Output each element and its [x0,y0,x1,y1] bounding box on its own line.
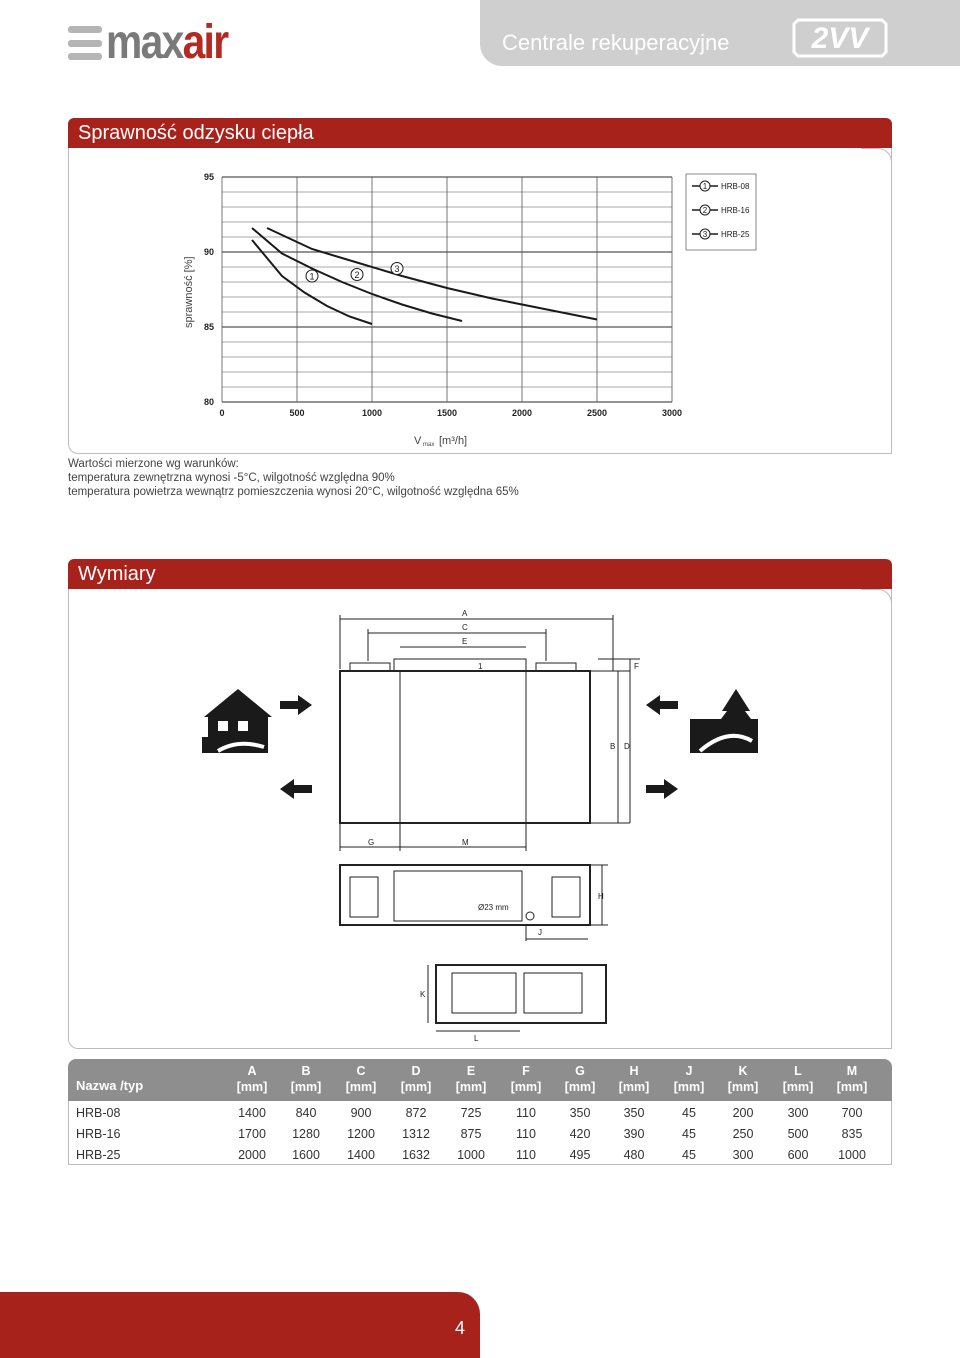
x-label-v: V [414,435,422,447]
dim-label-m: M [462,838,469,847]
logo-air-text: air [182,16,228,69]
table-column-header [336,1063,386,1095]
table-cell: 2000 [238,1148,266,1162]
house-icon [202,689,272,753]
table-column-header [773,1063,823,1095]
table-column-header [555,1063,605,1095]
table-cell: 872 [405,1106,427,1120]
maxair-logo [68,18,249,68]
table-cell: 350 [623,1106,645,1120]
legend-entry: HRB-08 [721,182,750,191]
arrow-right-icon [280,695,312,715]
chart-grid [222,177,672,402]
chart-x-axis-label [414,435,467,448]
column-letter: A [247,1064,257,1078]
table-column-header [391,1063,441,1095]
table-column-header [718,1063,768,1095]
y-tick-label: 95 [203,172,214,182]
pipe-diameter-label: Ø23 mm [478,903,509,912]
table-cell: 500 [787,1127,809,1141]
table-cell: 110 [516,1106,536,1120]
table-cell: 480 [623,1148,645,1162]
chart-series [252,228,597,324]
table-cell: 45 [682,1106,696,1120]
legend-marker-label: 1 [702,182,708,191]
column-unit: [mm] [727,1080,759,1094]
table-cell: 1312 [402,1127,430,1141]
legend-marker-label: 3 [702,230,708,239]
logo-max-text: max [106,16,183,69]
table-name-header: Nazwa /typ [76,1078,144,1093]
table-cell: 300 [787,1106,809,1120]
page-title: Centrale rekuperacyjne [502,30,730,55]
dim-label-e: E [462,637,468,646]
table-cell: 495 [569,1148,591,1162]
arrow-left-icon [280,779,312,799]
column-unit: [mm] [236,1080,268,1094]
column-letter: F [522,1064,530,1078]
dimensions-section-title: Wymiary [68,559,892,589]
table-column-header [446,1063,496,1095]
table-column-header [281,1063,331,1095]
table-column-header [501,1063,551,1095]
x-tick-label: 500 [289,408,305,418]
x-tick-label: 1000 [361,408,383,418]
efficiency-section-title: Sprawność odzysku ciepła [68,118,892,148]
dim-label-a: A [462,609,468,618]
dimensions-table-header [68,1059,892,1101]
table-cell: 110 [516,1127,536,1141]
unit-top-view-body [340,671,590,823]
table-row [68,1124,892,1144]
unit-top-flange [394,659,526,671]
x-tick-label: 1500 [436,408,458,418]
table-cell: 350 [569,1106,591,1120]
table-cell: 725 [460,1106,482,1120]
table-cell: 250 [732,1127,754,1141]
measurement-note-3: temperatura powietrza wewnątrz pomieszczenia wynosi 20°C, wilgotność względna 65% [68,486,519,498]
table-cell: 840 [295,1106,317,1120]
table-cell: 110 [516,1148,536,1162]
x-label-unit: [m³/h] [439,435,468,447]
table-cell: 900 [350,1106,372,1120]
series-marker-label: 1 [309,271,315,282]
table-cell: 420 [569,1127,591,1141]
x-tick-label: 0 [219,408,225,418]
column-unit: [mm] [564,1080,596,1094]
table-cell: 1280 [292,1127,320,1141]
table-cell: 45 [682,1127,696,1141]
arrow-left-icon [646,695,678,715]
table-cell: 700 [841,1106,863,1120]
series-marker-label: 3 [394,264,400,274]
table-column-header [827,1063,877,1095]
legend-marker-label: 2 [702,206,708,215]
column-letter: J [685,1064,693,1078]
table-cell: 1000 [838,1148,866,1162]
brand-badge-text: 2VV [811,22,869,55]
dim-label-g: G [368,838,375,847]
footer-tab [0,1292,480,1358]
x-tick-label: 2000 [511,408,533,418]
column-letter: H [629,1064,639,1078]
column-letter: L [794,1064,802,1078]
column-unit: [mm] [836,1080,868,1094]
legend-entry: HRB-16 [721,206,750,215]
unit-front-view-body [436,965,606,1023]
table-cell: 1632 [402,1148,430,1162]
series-marker-label: 2 [354,270,360,280]
column-unit: [mm] [290,1080,322,1094]
dim-label-j: J [538,928,542,937]
column-letter: K [738,1064,748,1078]
y-tick-label: 80 [203,397,214,407]
page-number: 4 [454,1318,465,1338]
chart-ticks [204,172,682,418]
table-column-header [609,1063,659,1095]
dim-label-l: L [474,1034,479,1043]
table-row [68,1103,892,1123]
dim-label-h: H [598,892,604,901]
measurement-note-2: temperatura zewnętrzna wynosi -5°C, wilgotność względna 90% [68,472,395,484]
dim-label-b: B [610,742,616,751]
column-letter: G [575,1064,585,1078]
column-letter: B [301,1064,311,1078]
y-tick-label: 85 [203,322,214,332]
y-tick-label: 90 [203,247,214,257]
column-unit: [mm] [618,1080,650,1094]
table-row [68,1145,892,1165]
efficiency-chart [68,148,892,454]
column-letter: M [846,1064,858,1078]
table-cell: 1000 [457,1148,485,1162]
chart-y-axis-label: sprawność [%] [183,256,195,328]
brand-badge-icon [790,14,890,58]
dimension-drawing [68,589,892,1049]
dim-label-k: K [420,990,426,999]
column-letter: E [466,1064,476,1078]
column-letter: D [411,1064,421,1078]
table-cell: 1600 [292,1148,320,1162]
table-cell: 1400 [347,1148,375,1162]
row-name: HRB-16 [76,1127,121,1141]
table-cell: 1200 [347,1127,375,1141]
dim-label-c: C [462,623,468,632]
logo-wordmark [106,16,228,69]
arrow-right-icon [646,779,678,799]
table-cell: 1400 [238,1106,266,1120]
drawing-marker-1: 1 [478,662,483,671]
x-label-sub: max [423,442,435,448]
outdoor-tree-icon [690,689,758,753]
column-unit: [mm] [673,1080,705,1094]
column-unit: [mm] [345,1080,377,1094]
logo-stripes [68,26,102,60]
dim-label-f: F [634,662,639,671]
column-unit: [mm] [455,1080,487,1094]
table-cell: 600 [787,1148,809,1162]
column-unit: [mm] [782,1080,814,1094]
x-tick-label: 2500 [586,408,608,418]
table-cell: 300 [732,1148,754,1162]
column-letter: C [356,1064,366,1078]
table-cell: 200 [732,1106,754,1120]
table-cell: 875 [460,1127,482,1141]
dim-label-d: D [624,742,630,751]
row-name: HRB-25 [76,1148,121,1162]
measurement-note-1: Wartości mierzone wg warunków: [68,458,239,470]
table-cell: 835 [841,1127,863,1141]
column-unit: [mm] [400,1080,432,1094]
x-tick-label: 3000 [661,408,683,418]
table-cell: 390 [623,1127,645,1141]
table-cell: 1700 [238,1127,266,1141]
row-name: HRB-08 [76,1106,121,1120]
table-column-header [227,1063,277,1095]
column-unit: [mm] [510,1080,542,1094]
table-cell: 45 [682,1148,696,1162]
table-column-header [664,1063,714,1095]
legend-entry: HRB-25 [721,230,750,239]
chart-legend [686,174,756,250]
